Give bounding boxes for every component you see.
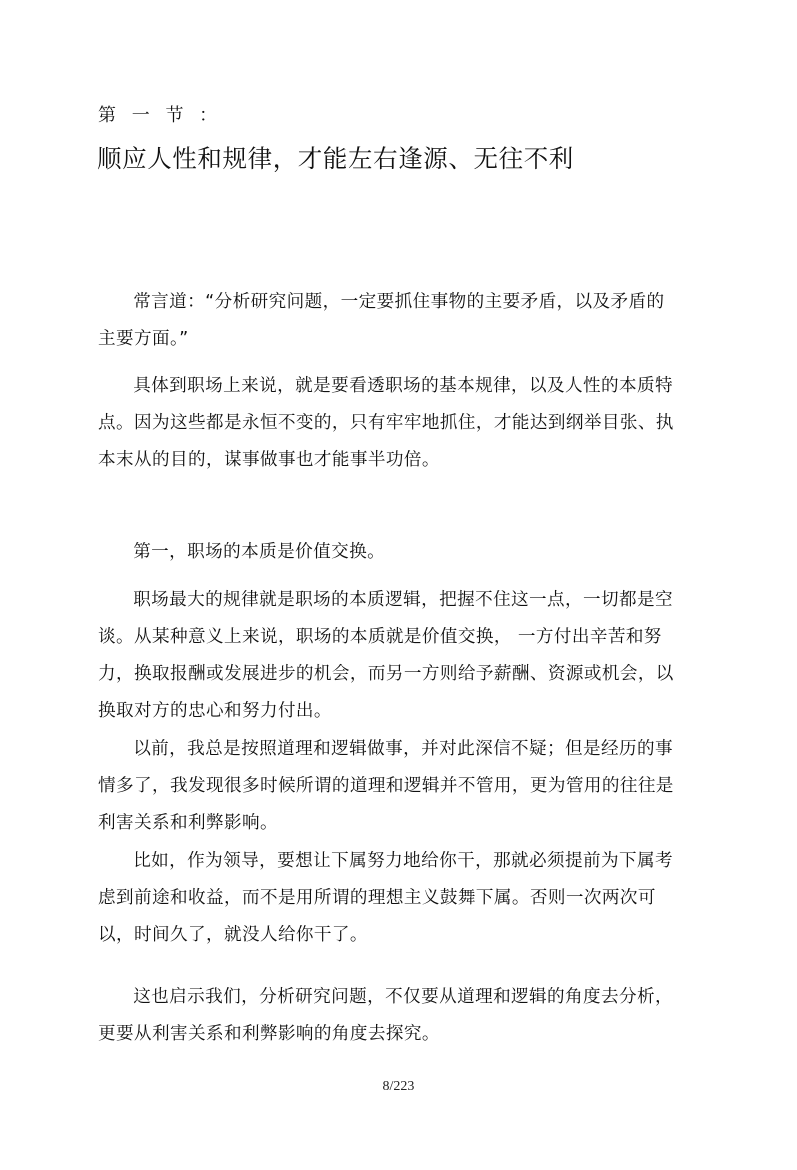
paragraph-1	[98, 284, 680, 358]
paragraph-text: 这也启示我们，分析研究问题，不仅要从道理和逻辑的角度去分析，更要从利害关系和利弊影响的角度去探究。	[98, 987, 674, 1044]
paragraph-text: 比如，作为领导，要想让下属努力地给你干，那就必须提前为下属考虑到前途和收益，而不是用所谓的理想主义鼓舞下属。否则一次两次可以，时间久了，就没人给你干了。	[98, 851, 674, 945]
chapter-title: 顺应人性和规律，才能左右逢源、无往不利	[97, 144, 574, 173]
paragraph-text: 常言道：“分析研究问题，一定要抓住事物的主要矛盾，以及矛盾的主要方面。”	[98, 292, 665, 349]
paragraph-5	[98, 731, 680, 842]
paragraph-text: 以前，我总是按照道理和逻辑做事，并对此深信不疑；但是经历的事情多了，我发现很多时候所谓的道理和逻辑并不管用，更为管用的往往是利害关系和利弊影响。	[98, 739, 674, 833]
section-label: 第 一 节 ：	[98, 105, 223, 126]
paragraph-2	[98, 368, 680, 479]
paragraph-4	[98, 582, 680, 730]
page-number: 8/223	[382, 1079, 415, 1094]
paragraph-text: 具体到职场上来说，就是要看透职场的基本规律，以及人性的本质特点。因为这些都是永恒不变的，只有牢牢地抓住，才能达到纲举目张、执本末从的目的，谋事做事也才能事半功倍。	[98, 376, 674, 470]
paragraph-6	[98, 843, 680, 954]
subheading-paragraph	[98, 534, 680, 571]
paragraph-7	[98, 979, 680, 1053]
paragraph-text: 职场最大的规律就是职场的本质逻辑，把握不住这一点，一切都是空谈。从某种意义上来说，职场的本质就是价值交换， 一方付出辛苦和努力，换取报酬或发展进步的机会，而另一方则给予薪酬、资源或机会，以换取对方的忠心和努力付出。	[98, 590, 674, 721]
subheading-text: 第一，职场的本质是价值交换。	[133, 542, 386, 562]
